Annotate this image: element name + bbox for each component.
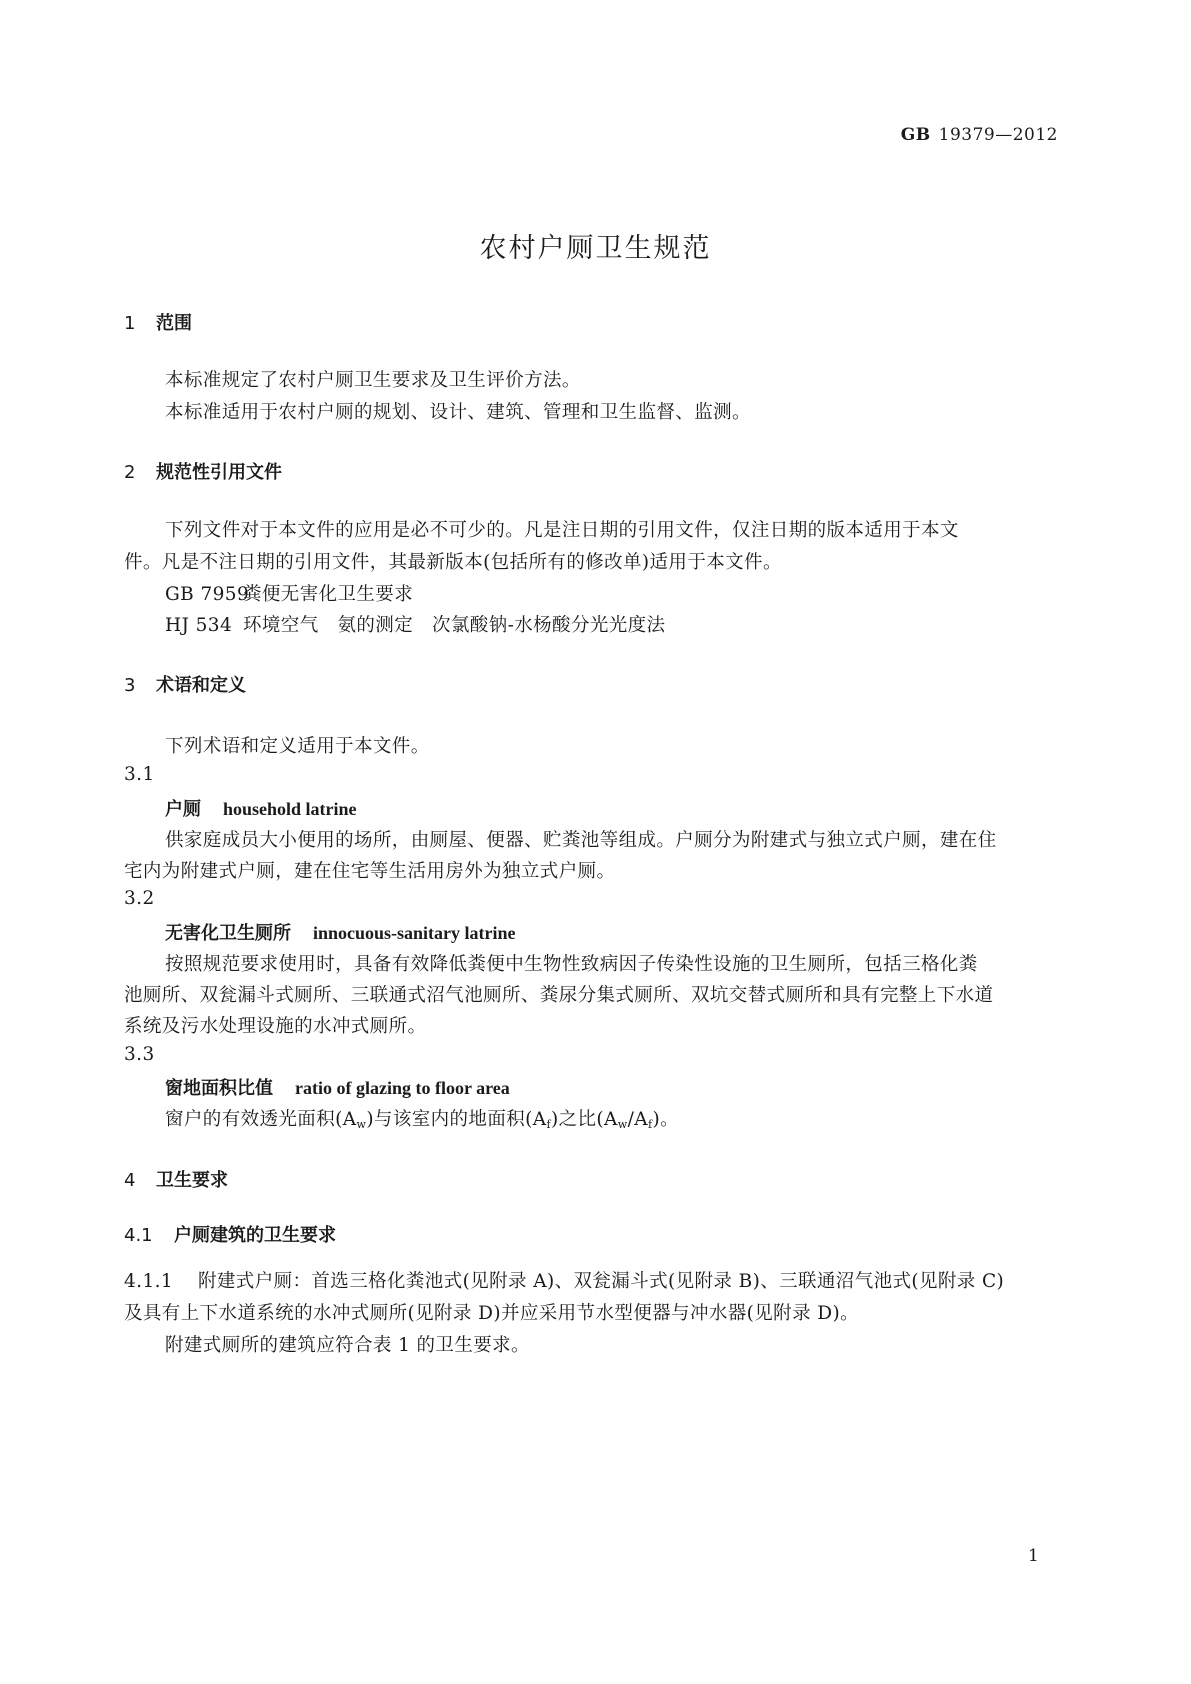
page-number: 1 [1028,1546,1039,1566]
term-3-3-definition: 窗户的有效透光面积$(A_w)$与该室内的地面积$(A_f)$之比$(A_w/A_f)$。 [165,1109,680,1131]
term-3-1-title: 户厕 household latrine [165,799,357,820]
section-3-intro: 下列术语和定义适用于本文件。 [165,736,430,757]
term-3-2-title: 无害化卫生厕所 innocuous-sanitary latrine [165,923,516,944]
section-1-para-2: 本标准适用于农村户厕的规划、设计、建筑、管理和卫生监督、监测。 [165,402,751,423]
section-4-1-heading: 4.1 户厕建筑的卫生要求 [124,1225,336,1246]
section-3-heading: 3 术语和定义 [124,675,246,696]
clause-4-1-1-line-1: 4.1.1 附建式户厕：首选三格化粪池式(见附录 A)、双瓮漏斗式(见附录 B)、三联通沼气池式(见附录 C) [124,1271,1005,1292]
term-3-1-definition-line-2: 宅内为附建式户厕，建在住宅等生活用房外为独立式户厕。 [124,861,616,882]
term-3-2-definition-line-2: 池厕所、双瓮漏斗式厕所、三联通式沼气池厕所、粪尿分集式厕所、双坑交替式厕所和具有完整上下水道 [124,985,994,1006]
section-1-para-1: 本标准规定了农村户厕卫生要求及卫生评价方法。 [165,370,581,391]
clause-4-1-1-line-2: 及具有上下水道系统的水冲式厕所(见附录 D)并应采用节水型便器与冲水器(见附录 D)。 [124,1303,859,1324]
term-3-2-definition-line-3: 系统及污水处理设施的水冲式厕所。 [124,1016,427,1037]
section-1-heading: 1 范围 [124,313,192,334]
section-2-heading: 2 规范性引用文件 [124,462,282,483]
term-3-3-title: 窗地面积比值 ratio of glazing to floor area [165,1078,510,1099]
term-3-2-number: 3.2 [124,888,155,909]
term-3-1-definition-line-1: 供家庭成员大小便用的场所，由厕屋、便器、贮粪池等组成。户厕分为附建式与独立式户厕，建在住 [165,830,997,851]
section-2-para-line-2: 件。凡是不注日期的引用文件，其最新版本(包括所有的修改单)适用于本文件。 [124,552,782,573]
reference-item: HJ 534 环境空气 氨的测定 次氯酸钠-水杨酸分光光度法 [165,615,666,636]
standard-number: GB 19379—2012 [900,125,1058,145]
term-3-2-definition-line-1: 按照规范要求使用时，具备有效降低粪便中生物性致病因子传染性设施的卫生厕所，包括三格化粪 [165,954,978,975]
term-3-3-number: 3.3 [124,1044,155,1065]
clause-4-1-1-line-3: 附建式厕所的建筑应符合表 1 的卫生要求。 [165,1335,530,1356]
term-3-1-number: 3.1 [124,764,155,785]
document-title: 农村户厕卫生规范 [479,233,712,264]
reference-item: GB 7959粪便无害化卫生要求 [165,584,414,605]
section-4-heading: 4 卫生要求 [124,1170,228,1191]
section-2-para-line-1: 下列文件对于本文件的应用是必不可少的。凡是注日期的引用文件，仅注日期的版本适用于本文 [165,520,959,541]
